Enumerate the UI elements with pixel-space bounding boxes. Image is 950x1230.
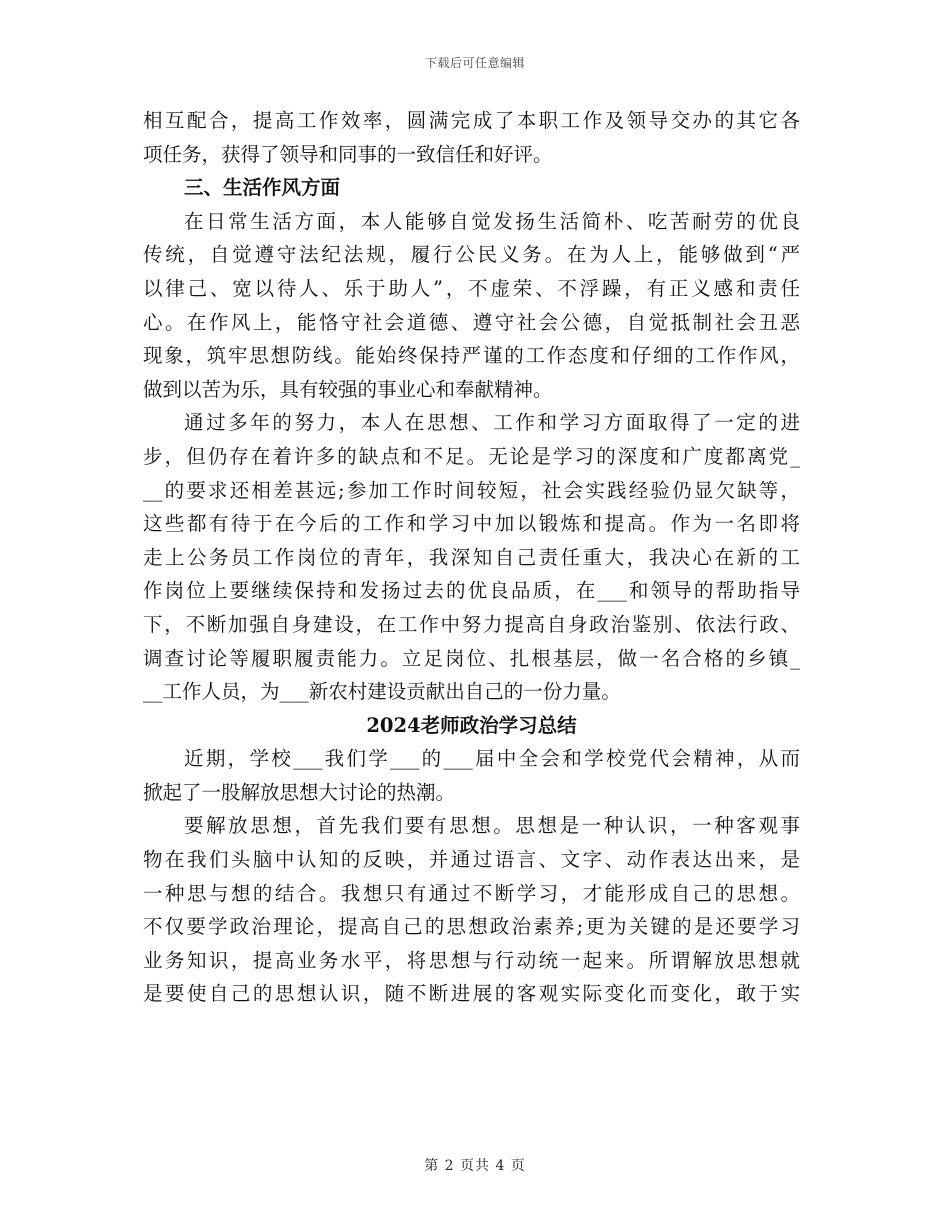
text-line: 在日常生活方面，本人能够自觉发扬生活简朴、吃苦耐劳的优良 bbox=[184, 209, 800, 233]
text-line: 步，但仍存在着许多的缺点和不足。无论是学习的深度和广度都离党_ bbox=[143, 444, 800, 468]
text-line: 不仅要学政治理论，提高自己的思想政治素养;更为关键的是还要学习 bbox=[143, 915, 800, 939]
text-line: __工作人员，为___新农村建设贡献出自己的一份力量。 bbox=[143, 680, 621, 704]
text-line: 以律己、宽以待人、乐于助人”，不虚荣、不浮躁，有正义感和责任 bbox=[143, 276, 800, 300]
text-line: 下，不断加强自身建设，在工作中努力提高自身政治鉴别、依法行政、 bbox=[143, 612, 800, 636]
text-line: 要解放思想，首先我们要有思想。思想是一种认识，一种客观事 bbox=[184, 814, 800, 838]
text-line: 传统，自觉遵守法纪法规，履行公民义务。在为人上，能够做到“严 bbox=[143, 243, 800, 267]
text-line: 这些都有待于在今后的工作和学习中加以锻炼和提高。作为一名即将 bbox=[143, 512, 800, 536]
text-line: 一种思与想的结合。我想只有通过不断学习，才能形成自己的思想。 bbox=[143, 881, 800, 905]
body-text bbox=[143, 104, 800, 1011]
text-line: 物在我们头脑中认知的反映，并通过语言、文字、动作表达出来，是 bbox=[143, 848, 800, 872]
text-line: 业务知识，提高业务水平，将思想与行动统一起来。所谓解放思想就 bbox=[143, 948, 800, 972]
text-line: 做到以苦为乐，具有较强的事业心和奉献精神。 bbox=[143, 377, 553, 401]
document-title: 2024老师政治学习总结 bbox=[366, 713, 577, 737]
section-heading: 三、生活作风方面 bbox=[184, 176, 341, 200]
text-line: 近期，学校___我们学___的___届中全会和学校党代会精神，从而 bbox=[184, 747, 800, 771]
text-line: 走上公务员工作岗位的青年，我深知自己责任重大，我决心在新的工 bbox=[143, 545, 800, 569]
text-line: 作岗位上要继续保持和发扬过去的优良品质，在___和领导的帮助指导 bbox=[143, 579, 800, 603]
text-line: 是要使自己的思想认识，随不断进展的客观实际变化而变化，敢于实 bbox=[143, 982, 800, 1006]
text-line: 调查讨论等履职履责能力。立足岗位、扎根基层，做一名合格的乡镇_ bbox=[143, 646, 800, 670]
text-line: 通过多年的努力，本人在思想、工作和学习方面取得了一定的进 bbox=[184, 411, 800, 435]
text-line: __的要求还相差甚远;参加工作时间较短，社会实践经验仍显欠缺等， bbox=[143, 478, 800, 502]
text-line: 掀起了一股解放思想大讨论的热潮。 bbox=[143, 780, 456, 804]
text-line: 现象，筑牢思想防线。能始终保持严谨的工作态度和仔细的工作作风， bbox=[143, 344, 800, 368]
text-line: 相互配合，提高工作效率，圆满完成了本职工作及领导交办的其它各 bbox=[143, 109, 800, 132]
page-header: 下载后可任意编辑 bbox=[424, 56, 525, 70]
page-footer: 第 2 页共 4 页 bbox=[424, 1158, 526, 1174]
text-line: 心。在作风上，能恪守社会道德、遵守社会公德，自觉抵制社会丑恶 bbox=[143, 310, 800, 334]
text-line: 项任务，获得了领导和同事的一致信任和好评。 bbox=[143, 142, 553, 166]
